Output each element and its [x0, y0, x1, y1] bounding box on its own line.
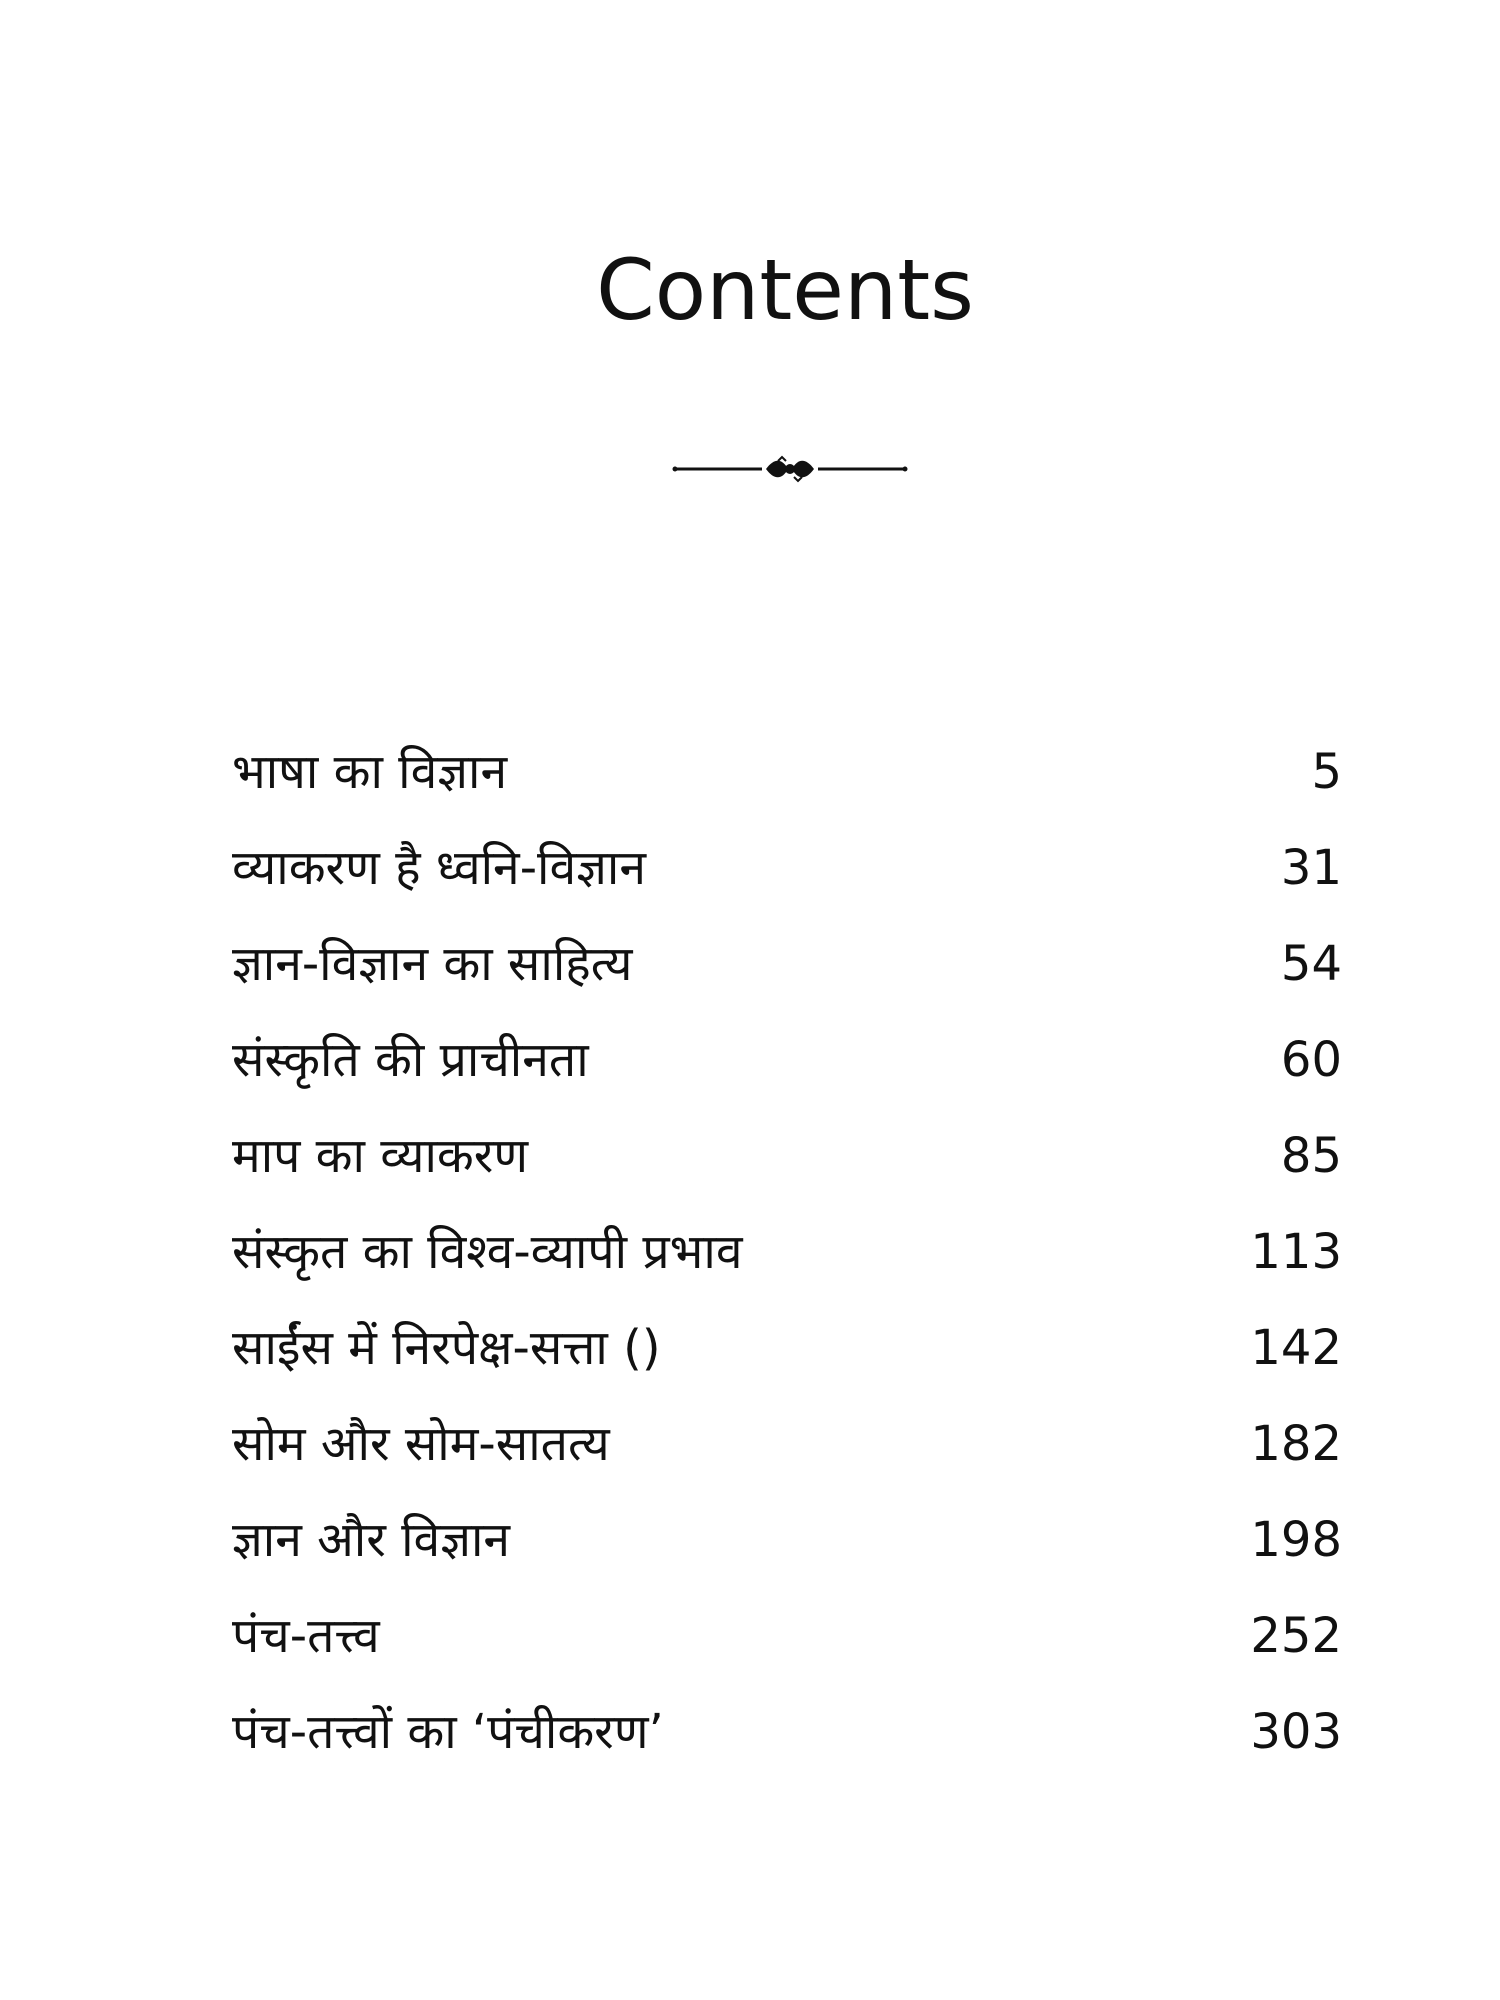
toc-entry-6	[232, 1218, 1342, 1314]
toc-entry-page: 113	[1250, 1224, 1342, 1280]
toc-entry-title: सोम और सोम-सातत्य	[232, 1416, 610, 1472]
toc-entry-title: पंच-तत्त्वों का ‘पंचीकरण’	[232, 1704, 664, 1760]
toc-entry-11	[232, 1698, 1342, 1794]
toc-entry-9	[232, 1506, 1342, 1602]
toc-entry-10	[232, 1602, 1342, 1698]
toc-entry-title: ज्ञान और विज्ञान	[232, 1512, 511, 1568]
toc-entry-5	[232, 1122, 1342, 1218]
toc-entry-page: 142	[1250, 1320, 1342, 1376]
table-of-contents	[232, 738, 1342, 1794]
toc-entry-title: ज्ञान-विज्ञान का साहित्य	[232, 936, 633, 992]
toc-entry-title: पंच-तत्त्व	[232, 1608, 380, 1664]
toc-entry-title: संस्कृत का विश्व-व्यापी प्रभाव	[232, 1224, 743, 1280]
toc-entry-page: 60	[1280, 1032, 1342, 1088]
toc-entry-title: माप का व्याकरण	[232, 1128, 529, 1184]
toc-entry-page: 303	[1250, 1704, 1342, 1760]
toc-entry-8	[232, 1410, 1342, 1506]
toc-entry-1	[232, 738, 1342, 834]
toc-entry-2	[232, 834, 1342, 930]
toc-entry-page: 198	[1250, 1512, 1342, 1568]
toc-entry-page: 54	[1280, 936, 1342, 992]
toc-entry-page: 252	[1250, 1608, 1342, 1664]
toc-entry-page: 5	[1311, 744, 1342, 800]
toc-entry-title: साईंस में निरपेक्ष-सत्ता ()	[232, 1320, 661, 1376]
ornament-divider-icon	[670, 454, 910, 484]
toc-entry-4	[232, 1026, 1342, 1122]
toc-entry-page: 85	[1280, 1128, 1342, 1184]
toc-entry-3	[232, 930, 1342, 1026]
toc-entry-title: संस्कृति की प्राचीनता	[232, 1032, 589, 1088]
toc-entry-page: 31	[1280, 840, 1342, 896]
toc-entry-title: व्याकरण है ध्वनि-विज्ञान	[232, 840, 646, 896]
page-title: Contents	[596, 241, 974, 339]
toc-entry-7	[232, 1314, 1342, 1410]
toc-entry-page: 182	[1250, 1416, 1342, 1472]
toc-entry-title: भाषा का विज्ञान	[232, 744, 508, 800]
